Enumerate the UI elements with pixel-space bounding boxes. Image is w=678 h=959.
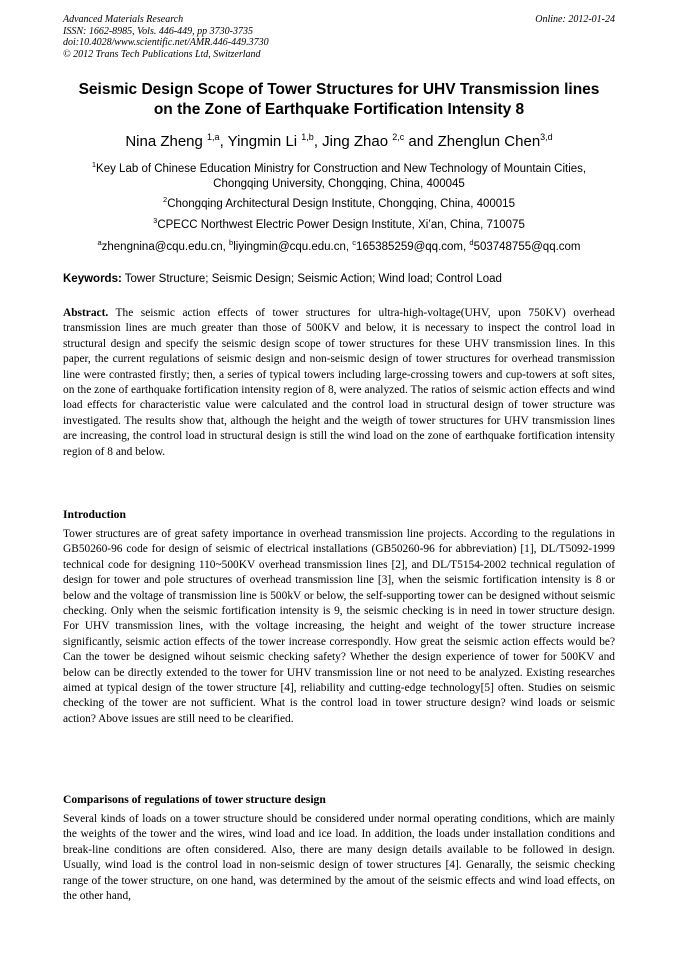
abstract-label: Abstract. [63,307,109,319]
title-line-2: on the Zone of Earthquake Fortification Intensity 8 [153,101,525,118]
email-address: zhengnina@cqu.edu.cn, [101,241,230,253]
affiliation-mark: 1 [91,160,97,169]
paper-title [40,80,638,120]
email-item [352,238,470,253]
email-address: liyingmin@cqu.edu.cn, [233,241,353,253]
comparisons-paragraph: Several kinds of loads on a tower structure should be considered under normal operating conditions, which are mainly the weights of the tower and the wires, wind load and ice load. In addition, the loads under installation conditions and break-line conditions are often considered. Also, there are many design details available to be followed in design. Usually, wind load is the control load in non-seismic design of tower structures [4]. Genarally, the seismic checking range of the tower structure, on one hand, was determined by the amout of the seismic effects and wind load effects, on the other hand, [63,813,615,903]
affiliation-mark: 3 [153,216,158,225]
affiliation-text: CPECC Northwest Electric Power Design Institute, Xi’an, China, 710075 [157,219,525,231]
author-separator: , [313,133,323,150]
section-heading-comparisons: Comparisons of regulations of tower structure design [63,793,326,806]
affiliation-text: Chongqing Architectural Design Institute, Chongqing, China, 400015 [167,198,515,210]
title-line-1: Seismic Design Scope of Tower Structures for UHV Transmission lines [78,81,600,98]
affiliation-3 [40,213,638,233]
affiliation-1 [40,157,638,192]
email-mark: b [229,238,234,247]
keywords [63,272,618,286]
keywords-text: Tower Structure; Seismic Design; Seismic Action; Wind load; Control Load [121,273,502,285]
author [438,133,553,150]
email-item [469,238,581,253]
online-date: Online: 2012-01-24 [535,14,615,25]
author-list [40,128,638,151]
email-mark: a [97,238,102,247]
email-list [40,235,638,255]
journal-header [63,14,615,60]
email-address: 503748755@qq.com [473,241,581,253]
author-name: Zhenglun Chen [437,133,541,150]
affiliation-1-line-2: Chongqing University, Chongqing, China, 400045 [213,178,465,190]
author-separator: and [404,133,438,150]
author-name: Nina Zheng [125,133,203,150]
issn: ISSN: 1662-8985, Vols. 446-449, pp 3730-3735 [63,25,253,37]
affiliation-mark: 2 [163,195,168,204]
affiliation-2 [40,192,638,212]
affiliation-text: Key Lab of Chinese Education Ministry for Construction and New Technology of Mountain Cities, [96,163,587,175]
introduction-paragraph: Tower structures are of great safety importance in overhead transmission line projects. According to the regulations in GB50260-96 code for design of seismic of electrical installations (GB50260-96 for abbreviation) [1], DL/T5092-1999 technical code for designing 110~500KV overhead transmission lines [2], and DL/T5154-2002 technical regulation of design for tower and pole structures of overhead transmission line [3], when the seismic fortification intensity is 8 or below and the voltage of transmission line is 500kV or below, the self-supporting tower can be designed without seismic checking. Only when the seismic fortification intensity is 9, the seismic checking is in need in tower structure design. For UHV transmission lines, with the voltage increasing, the height and weight of the tower structure increase significantly, seismic action effects of the tower increase correspondly. How great the seismic action effects would be? Can the tower be designed wihout seismic checking safety? Whether the design experience of tower for 500KV and below can be directly extended to the tower for UHV transmission line or not need to be analyzed. Existing researches aimed at typical design of the tower structure [4], reliability and cutting-edge technology[5] often. Studies on seismic checking of the tower are not sufficient. What is the control load in tower structure design? wind loads or seismic action? Above issues are still need to be clearified. [63,528,615,725]
keywords-label: Keywords: [63,273,122,285]
email-mark: c [352,238,357,247]
author-affiliation-mark: 1,b [301,132,314,142]
copyright: © 2012 Trans Tech Publications Ltd, Switzerland [63,48,261,60]
doi: doi:10.4028/www.scientific.net/AMR.446-449.3730 [63,37,269,48]
author-name: Jing Zhao [322,133,389,150]
author-name: Yingmin Li [227,133,298,150]
email-item [229,238,353,253]
author-affiliation-mark: 3,d [540,132,553,142]
affiliation-1-line-1 [40,157,638,177]
email-address: 165385259@qq.com, [356,241,470,253]
email-item [97,238,230,253]
author-affiliation-mark: 2,c [392,132,405,142]
journal-name: Advanced Materials Research [63,14,184,25]
author-separator: , [219,133,228,150]
abstract-text: The seismic action effects of tower structures for ultra-high-voltage(UHV, upon 750KV) overhead transmission lines are much greater than those of 500KV and below, it is necessary to inspect the control load in structural design and specify the seismic design scope of tower structures for these UHV transmission lines. In this paper, the current regulations of seismic design and non-seismic design of tower structures for overhead transmission line were contrasted firstly; then, a series of typical towers including large-crossing towers and cup-towers at soft sites, on the zone of earthquake fortification intensity region of 8, were analyzed. The ratios of seismic action effects and wind load effects for characteristic value were calculated and the control load in structural design of tower structure was investigated. The results show that, although the height and the weigth of tower structures for UHV transmission lines are increasing, the control load in structural design is still the wind load on the zone of earthquake fortification intensity region of 8 and below. [63,307,615,458]
author [125,133,227,150]
author-affiliation-mark: 1,a [207,132,220,142]
author [228,133,323,150]
author [322,133,437,150]
section-heading-introduction: Introduction [63,508,126,521]
email-mark: d [469,238,474,247]
abstract [63,306,615,460]
